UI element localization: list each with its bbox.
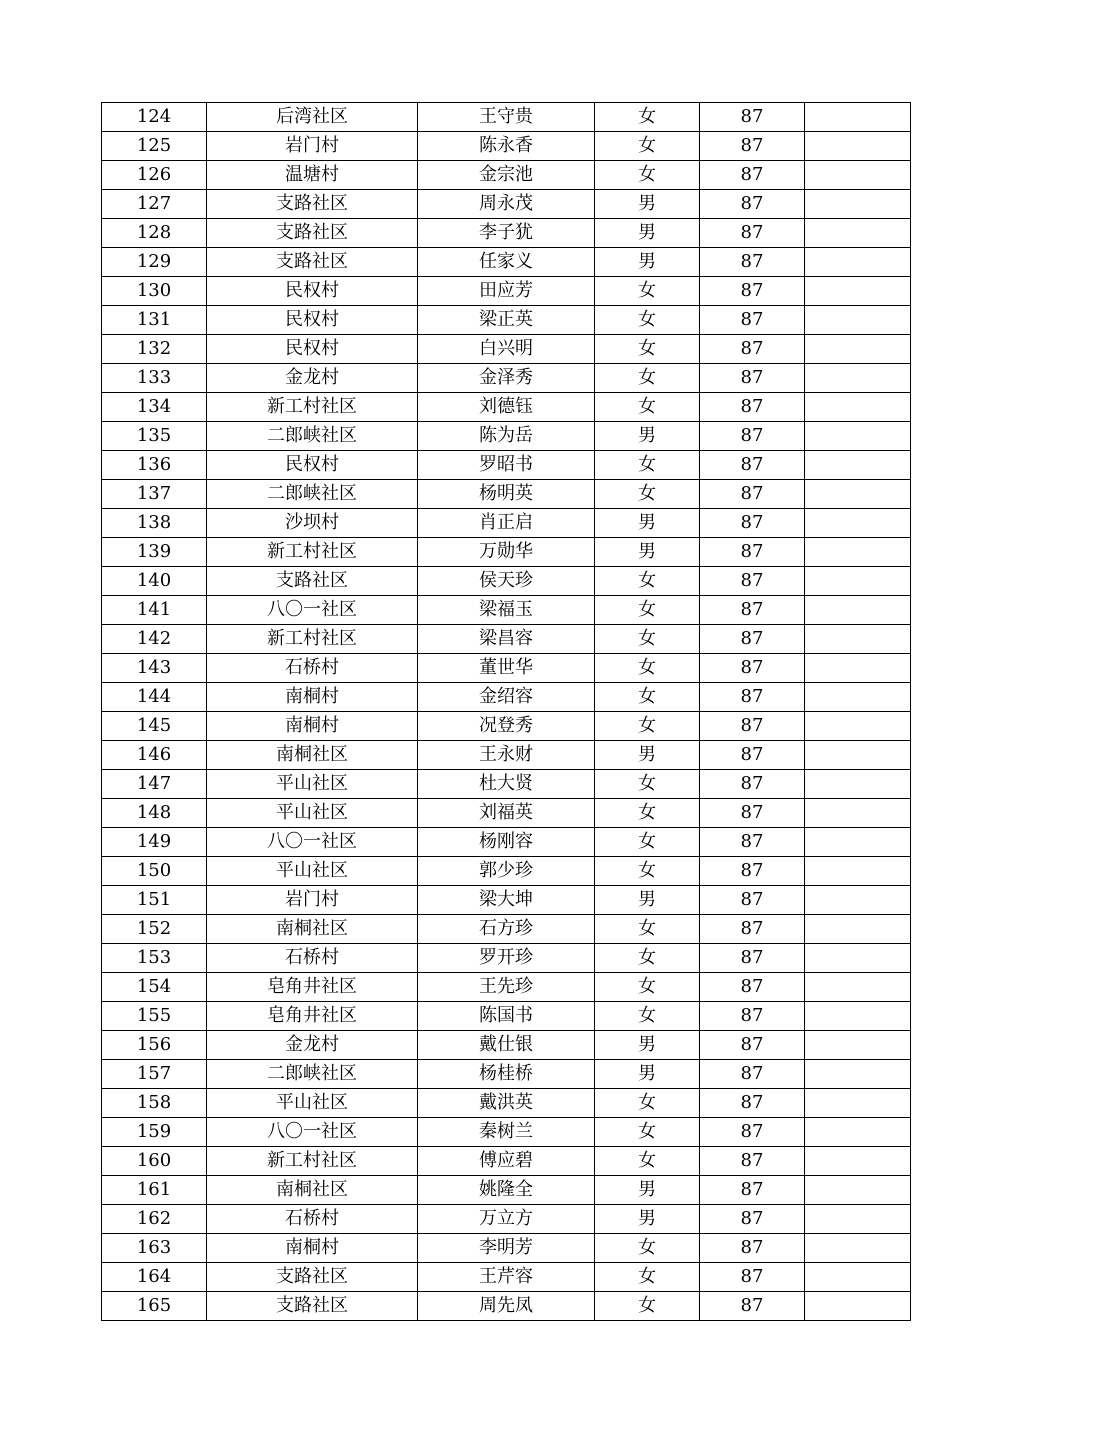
cell-remarks [805,596,911,625]
cell-remarks [805,103,911,132]
table-row [102,538,911,567]
cell-person-name: 董世华 [418,654,595,683]
cell-serial-number: 158 [102,1089,207,1118]
cell-remarks [805,973,911,1002]
cell-age: 87 [700,567,805,596]
cell-community: 支路社区 [207,1292,418,1321]
cell-remarks [805,219,911,248]
cell-person-name: 王先珍 [418,973,595,1002]
cell-remarks [805,248,911,277]
table-row [102,944,911,973]
cell-gender: 女 [595,799,700,828]
cell-person-name: 肖正启 [418,509,595,538]
cell-age: 87 [700,1147,805,1176]
cell-person-name: 侯天珍 [418,567,595,596]
cell-serial-number: 164 [102,1263,207,1292]
table-row [102,799,911,828]
cell-community: 支路社区 [207,190,418,219]
cell-age: 87 [700,625,805,654]
cell-gender: 女 [595,480,700,509]
cell-community: 平山社区 [207,857,418,886]
cell-gender: 女 [595,1118,700,1147]
cell-person-name: 梁昌容 [418,625,595,654]
cell-age: 87 [700,219,805,248]
cell-gender: 女 [595,625,700,654]
cell-serial-number: 163 [102,1234,207,1263]
cell-gender: 女 [595,132,700,161]
cell-gender: 男 [595,248,700,277]
cell-community: 民权村 [207,451,418,480]
cell-person-name: 陈为岳 [418,422,595,451]
cell-gender: 女 [595,1234,700,1263]
cell-remarks [805,132,911,161]
cell-gender: 女 [595,567,700,596]
cell-gender: 男 [595,219,700,248]
table-row [102,509,911,538]
cell-serial-number: 138 [102,509,207,538]
cell-community: 八〇一社区 [207,596,418,625]
cell-gender: 男 [595,1031,700,1060]
cell-serial-number: 149 [102,828,207,857]
table-row [102,828,911,857]
cell-community: 南桐村 [207,1234,418,1263]
cell-age: 87 [700,828,805,857]
cell-gender: 男 [595,1176,700,1205]
cell-gender: 女 [595,973,700,1002]
cell-age: 87 [700,683,805,712]
cell-remarks [805,161,911,190]
cell-person-name: 罗开珍 [418,944,595,973]
cell-community: 二郎峡社区 [207,1060,418,1089]
cell-remarks [805,654,911,683]
cell-community: 八〇一社区 [207,828,418,857]
cell-remarks [805,828,911,857]
table-row [102,480,911,509]
cell-remarks [805,509,911,538]
cell-community: 新工村社区 [207,393,418,422]
cell-community: 八〇一社区 [207,1118,418,1147]
cell-age: 87 [700,132,805,161]
cell-gender: 女 [595,451,700,480]
cell-gender: 女 [595,683,700,712]
cell-serial-number: 165 [102,1292,207,1321]
cell-person-name: 李子犹 [418,219,595,248]
cell-age: 87 [700,770,805,799]
cell-community: 二郎峡社区 [207,480,418,509]
cell-community: 温塘村 [207,161,418,190]
cell-person-name: 王芹容 [418,1263,595,1292]
cell-serial-number: 161 [102,1176,207,1205]
cell-gender: 女 [595,828,700,857]
cell-gender: 女 [595,393,700,422]
cell-serial-number: 154 [102,973,207,1002]
cell-remarks [805,1263,911,1292]
cell-serial-number: 132 [102,335,207,364]
cell-gender: 女 [595,335,700,364]
table-row [102,1263,911,1292]
cell-person-name: 陈永香 [418,132,595,161]
table-row [102,857,911,886]
cell-remarks [805,393,911,422]
cell-person-name: 王守贵 [418,103,595,132]
cell-remarks [805,364,911,393]
cell-remarks [805,1002,911,1031]
cell-person-name: 梁福玉 [418,596,595,625]
table-row [102,683,911,712]
table-row [102,915,911,944]
cell-person-name: 杨刚容 [418,828,595,857]
cell-serial-number: 147 [102,770,207,799]
cell-serial-number: 156 [102,1031,207,1060]
cell-community: 支路社区 [207,219,418,248]
table-row [102,625,911,654]
cell-person-name: 白兴明 [418,335,595,364]
cell-community: 皂角井社区 [207,973,418,1002]
cell-serial-number: 150 [102,857,207,886]
cell-remarks [805,799,911,828]
cell-gender: 女 [595,654,700,683]
cell-community: 支路社区 [207,567,418,596]
cell-remarks [805,422,911,451]
cell-gender: 女 [595,944,700,973]
cell-community: 平山社区 [207,770,418,799]
cell-age: 87 [700,973,805,1002]
cell-age: 87 [700,306,805,335]
cell-remarks [805,480,911,509]
cell-gender: 女 [595,915,700,944]
cell-remarks [805,683,911,712]
cell-age: 87 [700,741,805,770]
cell-remarks [805,1060,911,1089]
cell-remarks [805,741,911,770]
cell-community: 民权村 [207,306,418,335]
cell-gender: 女 [595,161,700,190]
cell-person-name: 郭少珍 [418,857,595,886]
cell-remarks [805,1176,911,1205]
cell-age: 87 [700,1234,805,1263]
cell-community: 平山社区 [207,799,418,828]
table-row [102,654,911,683]
cell-age: 87 [700,1002,805,1031]
cell-remarks [805,944,911,973]
cell-age: 87 [700,915,805,944]
cell-age: 87 [700,944,805,973]
cell-remarks [805,1031,911,1060]
table-row [102,1089,911,1118]
cell-person-name: 石方珍 [418,915,595,944]
cell-community: 平山社区 [207,1089,418,1118]
cell-gender: 男 [595,422,700,451]
cell-gender: 男 [595,509,700,538]
cell-gender: 男 [595,538,700,567]
table-row [102,335,911,364]
table-row [102,393,911,422]
cell-community: 岩门村 [207,886,418,915]
cell-age: 87 [700,103,805,132]
cell-person-name: 万勋华 [418,538,595,567]
cell-gender: 女 [595,1002,700,1031]
cell-person-name: 刘福英 [418,799,595,828]
cell-gender: 女 [595,1089,700,1118]
cell-gender: 女 [595,364,700,393]
cell-serial-number: 151 [102,886,207,915]
cell-gender: 女 [595,1263,700,1292]
cell-serial-number: 139 [102,538,207,567]
cell-serial-number: 144 [102,683,207,712]
cell-person-name: 任家义 [418,248,595,277]
cell-community: 后湾社区 [207,103,418,132]
cell-serial-number: 148 [102,799,207,828]
cell-community: 支路社区 [207,1263,418,1292]
cell-serial-number: 140 [102,567,207,596]
cell-serial-number: 136 [102,451,207,480]
cell-age: 87 [700,1176,805,1205]
table-row [102,596,911,625]
cell-serial-number: 126 [102,161,207,190]
cell-gender: 男 [595,886,700,915]
cell-person-name: 秦树兰 [418,1118,595,1147]
cell-gender: 女 [595,1292,700,1321]
cell-person-name: 戴洪英 [418,1089,595,1118]
table-row [102,567,911,596]
cell-serial-number: 152 [102,915,207,944]
cell-person-name: 杨桂桥 [418,1060,595,1089]
cell-person-name: 戴仕银 [418,1031,595,1060]
cell-person-name: 况登秀 [418,712,595,741]
cell-remarks [805,1234,911,1263]
cell-community: 支路社区 [207,248,418,277]
table-row [102,1118,911,1147]
cell-remarks [805,306,911,335]
table-row [102,1002,911,1031]
cell-serial-number: 160 [102,1147,207,1176]
cell-community: 民权村 [207,277,418,306]
cell-serial-number: 127 [102,190,207,219]
cell-serial-number: 145 [102,712,207,741]
cell-age: 87 [700,509,805,538]
cell-remarks [805,1292,911,1321]
cell-gender: 女 [595,277,700,306]
cell-person-name: 周先凤 [418,1292,595,1321]
cell-community: 皂角井社区 [207,1002,418,1031]
cell-serial-number: 143 [102,654,207,683]
cell-person-name: 陈国书 [418,1002,595,1031]
cell-remarks [805,1147,911,1176]
cell-remarks [805,335,911,364]
cell-serial-number: 141 [102,596,207,625]
cell-person-name: 万立方 [418,1205,595,1234]
cell-serial-number: 157 [102,1060,207,1089]
cell-community: 新工村社区 [207,625,418,654]
table-row [102,451,911,480]
cell-community: 南桐社区 [207,915,418,944]
cell-remarks [805,625,911,654]
cell-remarks [805,190,911,219]
cell-community: 沙坝村 [207,509,418,538]
cell-community: 二郎峡社区 [207,422,418,451]
cell-person-name: 王永财 [418,741,595,770]
cell-gender: 女 [595,770,700,799]
cell-person-name: 梁大坤 [418,886,595,915]
cell-age: 87 [700,1031,805,1060]
cell-gender: 男 [595,741,700,770]
cell-age: 87 [700,277,805,306]
cell-community: 南桐社区 [207,1176,418,1205]
cell-serial-number: 128 [102,219,207,248]
cell-gender: 女 [595,1147,700,1176]
cell-remarks [805,915,911,944]
table-row [102,712,911,741]
table-row [102,364,911,393]
cell-remarks [805,567,911,596]
cell-person-name: 金绍容 [418,683,595,712]
cell-person-name: 傅应碧 [418,1147,595,1176]
cell-age: 87 [700,886,805,915]
roster-table [101,102,911,1321]
cell-person-name: 金宗池 [418,161,595,190]
cell-age: 87 [700,248,805,277]
cell-person-name: 杜大贤 [418,770,595,799]
cell-serial-number: 162 [102,1205,207,1234]
cell-age: 87 [700,654,805,683]
cell-age: 87 [700,480,805,509]
cell-age: 87 [700,596,805,625]
cell-remarks [805,451,911,480]
table-row [102,1147,911,1176]
cell-community: 南桐村 [207,683,418,712]
cell-person-name: 金泽秀 [418,364,595,393]
table-row [102,1060,911,1089]
cell-age: 87 [700,190,805,219]
cell-remarks [805,857,911,886]
table-row [102,1031,911,1060]
table-row [102,770,911,799]
cell-serial-number: 130 [102,277,207,306]
cell-serial-number: 125 [102,132,207,161]
cell-community: 民权村 [207,335,418,364]
cell-community: 南桐村 [207,712,418,741]
cell-serial-number: 131 [102,306,207,335]
cell-person-name: 周永茂 [418,190,595,219]
cell-person-name: 姚隆全 [418,1176,595,1205]
table-row [102,132,911,161]
cell-remarks [805,770,911,799]
cell-age: 87 [700,364,805,393]
table-row [102,1234,911,1263]
cell-gender: 女 [595,306,700,335]
cell-age: 87 [700,1263,805,1292]
cell-age: 87 [700,799,805,828]
cell-age: 87 [700,451,805,480]
cell-community: 新工村社区 [207,538,418,567]
cell-community: 金龙村 [207,1031,418,1060]
table-row [102,190,911,219]
cell-gender: 女 [595,103,700,132]
cell-age: 87 [700,538,805,567]
cell-person-name: 李明芳 [418,1234,595,1263]
table-row [102,219,911,248]
cell-community: 南桐社区 [207,741,418,770]
cell-person-name: 杨明英 [418,480,595,509]
cell-gender: 女 [595,857,700,886]
cell-remarks [805,538,911,567]
cell-serial-number: 133 [102,364,207,393]
cell-serial-number: 137 [102,480,207,509]
table-row [102,306,911,335]
cell-age: 87 [700,1292,805,1321]
table-row [102,1292,911,1321]
cell-serial-number: 135 [102,422,207,451]
table-row [102,1205,911,1234]
roster-table-body [102,103,911,1321]
cell-remarks [805,1089,911,1118]
table-row [102,886,911,915]
cell-community: 石桥村 [207,1205,418,1234]
table-row [102,422,911,451]
table-row [102,1176,911,1205]
cell-remarks [805,712,911,741]
cell-serial-number: 146 [102,741,207,770]
cell-age: 87 [700,712,805,741]
cell-community: 石桥村 [207,654,418,683]
cell-age: 87 [700,1089,805,1118]
cell-gender: 男 [595,1060,700,1089]
cell-gender: 男 [595,190,700,219]
cell-community: 金龙村 [207,364,418,393]
cell-age: 87 [700,1205,805,1234]
table-row [102,161,911,190]
cell-person-name: 田应芳 [418,277,595,306]
table-row [102,741,911,770]
cell-community: 新工村社区 [207,1147,418,1176]
cell-gender: 男 [595,1205,700,1234]
cell-serial-number: 124 [102,103,207,132]
cell-age: 87 [700,422,805,451]
table-row [102,277,911,306]
cell-serial-number: 129 [102,248,207,277]
cell-age: 87 [700,393,805,422]
cell-person-name: 刘德钰 [418,393,595,422]
cell-age: 87 [700,1060,805,1089]
cell-serial-number: 153 [102,944,207,973]
cell-age: 87 [700,857,805,886]
cell-community: 岩门村 [207,132,418,161]
table-row [102,973,911,1002]
table-row [102,248,911,277]
cell-age: 87 [700,161,805,190]
cell-community: 石桥村 [207,944,418,973]
cell-serial-number: 159 [102,1118,207,1147]
cell-age: 87 [700,1118,805,1147]
cell-serial-number: 134 [102,393,207,422]
cell-remarks [805,886,911,915]
cell-remarks [805,1205,911,1234]
cell-gender: 女 [595,596,700,625]
cell-gender: 女 [595,712,700,741]
cell-remarks [805,1118,911,1147]
cell-remarks [805,277,911,306]
table-row [102,103,911,132]
cell-age: 87 [700,335,805,364]
cell-person-name: 罗昭书 [418,451,595,480]
cell-serial-number: 155 [102,1002,207,1031]
cell-person-name: 梁正英 [418,306,595,335]
cell-serial-number: 142 [102,625,207,654]
